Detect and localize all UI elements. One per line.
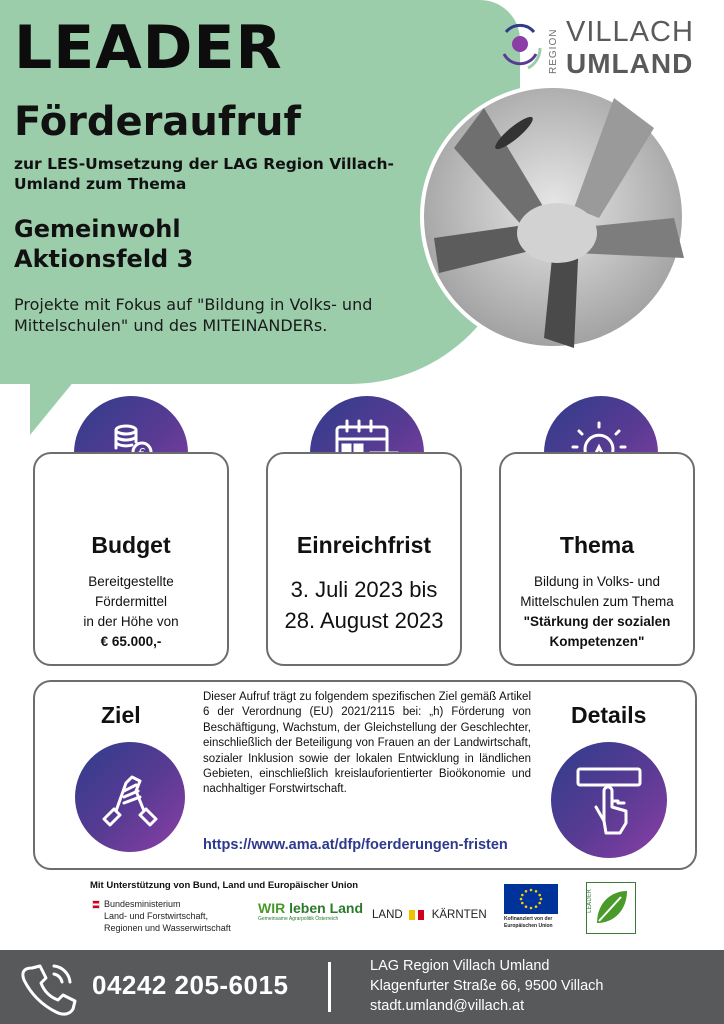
speech-bubble-tail <box>30 380 75 435</box>
footer-bar <box>0 950 724 1024</box>
wir-leben-land-logo <box>258 900 363 922</box>
budget-title: Budget <box>91 532 171 558</box>
page-subtitle: Förderaufruf <box>14 99 301 145</box>
topic-heading <box>14 214 193 274</box>
budget-text <box>35 572 227 652</box>
budget-line-2: Fördermittel <box>94 594 167 609</box>
focus-text: Projekte mit Fokus auf "Bildung in Volks- und Mittelschulen" und des MITEINANDERs. <box>14 295 373 335</box>
details-title: Details <box>571 702 647 728</box>
theme-title: Thema <box>559 532 635 558</box>
wir-sub: Gemeinsame Agrarpolitik Österreich <box>258 916 339 922</box>
wir-prefix: WIR <box>258 900 286 916</box>
phone-number[interactable]: 04242 205-6015 <box>92 970 289 1000</box>
goal-text: Dieser Aufruf trägt zu folgendem spezifischen Ziel gemäß Artikel 6 der Verordnung (EU) 2021/2115 bei: „h) Förderung von Beschäftigung, Wachstum, der Gleichstellung der Geschlechter, einschließlich der Beteiligung von Frauen an der Landwirtschaft, sozialer Inklusion sowie der lokalen Entwicklung in ländlichen Gebieten, einschließlich kreislauforientierter Bioökonomie und nachhaltiger Forstwirtschaft. <box>203 691 531 796</box>
ministry-line-3: Regionen und Wasserwirtschaft <box>104 923 231 933</box>
contact-org: LAG Region Villach Umland <box>370 958 550 974</box>
eu-logo <box>504 884 558 930</box>
austria-flag-icon <box>92 900 100 909</box>
ministry-line-2: Land- und Forstwirtschaft, <box>104 911 209 921</box>
click-hand-icon[interactable] <box>551 742 667 858</box>
handshake-icon <box>75 742 185 852</box>
logo-villach-text: VILLACH <box>566 16 694 48</box>
phone-icon <box>20 960 76 1016</box>
theme-line-3: "Stärkung der sozialen <box>523 614 671 629</box>
budget-amount: € 65.000,- <box>100 634 162 649</box>
deadline-title: Einreichfrist <box>296 532 432 558</box>
contact-address: Klagenfurter Straße 66, 9500 Villach <box>370 978 604 994</box>
deadline-card <box>266 452 462 666</box>
land-kaernten-logo <box>372 909 487 921</box>
stacked-hands-photo <box>420 84 686 350</box>
ministry-logo <box>92 898 252 934</box>
deadline-start: 3. Juli 2023 bis <box>290 577 438 602</box>
theme-line-2: Mittelschulen zum Thema <box>520 594 674 609</box>
leaf-icon <box>587 883 635 933</box>
wir-rest: leben Land <box>289 900 364 916</box>
budget-line-3: in der Höhe von <box>83 614 179 629</box>
topic-line-2: Aktionsfeld 3 <box>14 245 194 273</box>
support-text: Mit Unterstützung von Bund, Land und Europäischer Union <box>90 880 359 891</box>
funding-deadlines-link[interactable]: https://www.ama.at/dfp/foerderungen-fristen <box>203 837 508 853</box>
eu-flag-icon <box>504 884 558 914</box>
leader-eu-logo <box>586 882 636 934</box>
intro-text: zur LES-Umsetzung der LAG Region Villach-Umland zum Thema <box>14 155 394 193</box>
contact-info <box>370 956 604 1016</box>
hands-illustration <box>424 88 690 354</box>
eu-stars <box>504 884 558 914</box>
land-text: LAND <box>372 909 403 921</box>
kaernten-flag-red <box>418 910 424 920</box>
logo-mark-icon <box>498 12 542 78</box>
ministry-line-1: Bundesministerium <box>104 899 181 909</box>
region-villach-umland-logo <box>498 12 718 78</box>
theme-line-4: Kompetenzen" <box>549 634 645 649</box>
deadline-end: 28. August 2023 <box>284 608 444 633</box>
theme-card <box>499 452 695 666</box>
logo-umland-text: UMLAND <box>566 48 694 79</box>
budget-line-1: Bereitgestellte <box>88 574 174 589</box>
theme-line-1: Bildung in Volks- und <box>533 574 661 589</box>
eu-line-1: Kofinanziert von der <box>504 916 553 922</box>
kaernten-flag-yellow <box>409 910 415 920</box>
page-title: LEADER <box>14 13 283 83</box>
eu-line-2: Europäischen Union <box>504 923 553 929</box>
footer-divider <box>328 962 331 1012</box>
deadline-text <box>268 574 460 636</box>
topic-line-1: Gemeinwohl <box>14 215 181 243</box>
goal-details-card <box>33 680 697 870</box>
kaernten-text: KÄRNTEN <box>431 909 487 921</box>
budget-card <box>33 452 229 666</box>
theme-text <box>501 572 693 652</box>
leader-logo-text: LEADER <box>586 889 593 913</box>
contact-email[interactable]: stadt.umland@villach.at <box>370 998 525 1014</box>
logo-region-text: REGION <box>548 28 559 74</box>
goal-title: Ziel <box>101 702 141 728</box>
